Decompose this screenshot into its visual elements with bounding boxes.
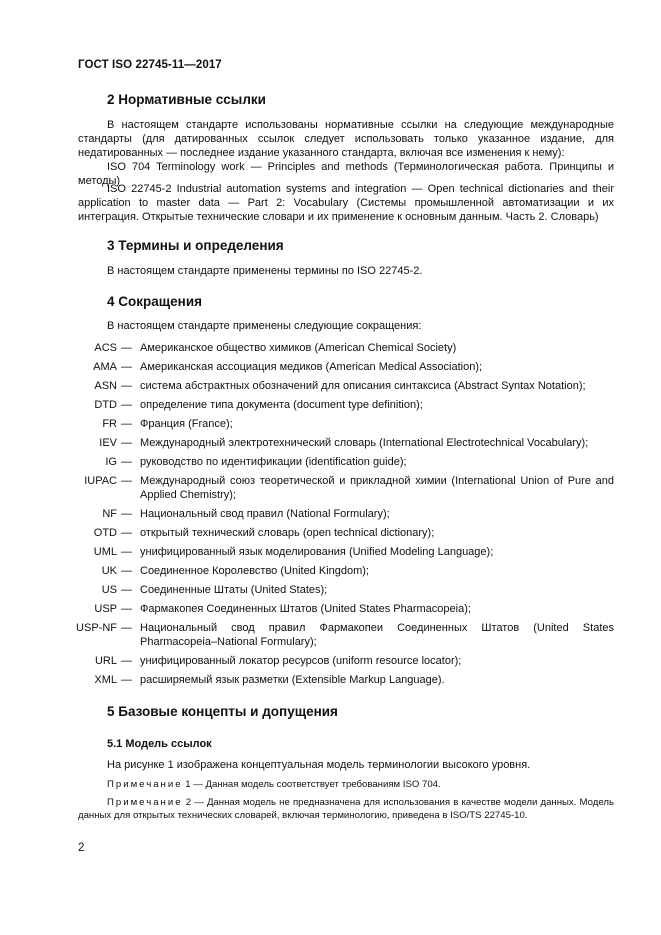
section-4-text: [78, 319, 614, 333]
abbreviation-definition: Международный электротехнический словарь (International Electrotechnical Vocabulary);: [140, 437, 589, 449]
subsection-5-1-title: 5.1 Модель ссылок: [107, 738, 212, 750]
note-2-text: 2 — Данная модель не предназначена для использования в качестве модели данных. Модель данных для открытых технических словарей, включая терминологию, приведена в ISO/TS 22745-10.: [78, 797, 614, 821]
abbreviation-definition: унифицированный локатор ресурсов (uniform resource locator);: [140, 655, 462, 667]
section-3-title: 3 Термины и определения: [107, 238, 284, 253]
note-1-text: 1 — Данная модель соответствует требованиям ISO 704.: [182, 779, 441, 790]
section-5-title: 5 Базовые концепты и допущения: [107, 704, 338, 719]
section-3-text-body: В настоящем стандарте применены термины по ISO 22745-2.: [107, 265, 423, 277]
abbreviation-definition: Франция (France);: [140, 418, 233, 430]
abbreviation-term: UML: [93, 546, 117, 558]
abbreviation-dash: —: [121, 361, 132, 373]
abbreviation-dash: —: [121, 437, 132, 449]
abbreviation-definition: расширяемый язык разметки (Extensible Markup Language).: [140, 674, 445, 686]
abbreviation-definition: унифицированный язык моделирования (Unified Modeling Language);: [140, 546, 494, 558]
abbreviation-term: UK: [101, 565, 117, 577]
abbreviation-definition: открытый технический словарь (open technical dictionary);: [140, 527, 435, 539]
abbreviation-dash: —: [121, 527, 132, 539]
abbreviation-dash: —: [121, 418, 132, 430]
abbreviation-dash: —: [121, 584, 132, 596]
section-2-intro: [78, 118, 614, 160]
document-header: ГОСТ ISO 22745-11—2017: [78, 59, 222, 71]
abbreviation-definition: Соединенные Штаты (United States);: [140, 584, 328, 596]
abbreviation-definition: Международный союз теоретической и прикладной химии (International Union of Pure and Applied Chemistry);: [140, 475, 614, 501]
abbreviation-dash: —: [121, 475, 132, 487]
abbreviation-dash: —: [121, 565, 132, 577]
abbreviation-term: URL: [94, 655, 117, 667]
subsection-5-1-text-body: На рисунке 1 изображена концептуальная модель терминологии высокого уровня.: [107, 759, 531, 771]
abbreviation-dash: —: [121, 546, 132, 558]
abbreviation-definition: Американская ассоциация медиков (American Medical Association);: [140, 361, 483, 373]
abbreviation-term: NF: [102, 508, 117, 520]
abbreviation-definition: определение типа документа (document type definition);: [140, 399, 423, 411]
abbreviation-dash: —: [121, 342, 132, 354]
abbreviation-term: IG: [105, 456, 117, 468]
abbreviation-term: IUPAC: [84, 475, 117, 487]
abbreviation-dash: —: [121, 622, 132, 634]
abbreviation-term: USP-NF: [76, 622, 117, 634]
section-2-intro-text: В настоящем стандарте использованы нормативные ссылки на следующие международные стандарты (для датированных ссылок следует использовать только указанное издание, для недатированных — последнее издание указанного стандарта, включая все изменения к нему):: [78, 119, 614, 159]
section-4-title: 4 Сокращения: [107, 294, 202, 309]
abbreviation-term: AMA: [93, 361, 117, 373]
abbreviation-dash: —: [121, 655, 132, 667]
note-2: [78, 796, 614, 822]
page-number: 2: [78, 842, 85, 854]
normative-ref-iso-22745-2-text: ISO 22745-2 Industrial automation systems and integration — Open technical dictionaries and their application to master data — Part 2: Vocabulary (Системы промышленной автоматизации и их интеграция. Открытые технические словари и их применение к основным данным. Часть 2. Словарь): [78, 183, 614, 223]
abbreviation-term: DTD: [94, 399, 117, 411]
abbreviation-definition: система абстрактных обозначений для описания синтаксиса (Abstract Syntax Notation);: [140, 380, 586, 392]
section-2-title: 2 Нормативные ссылки: [107, 92, 266, 107]
abbreviation-term: ASN: [94, 380, 117, 392]
abbreviation-definition: Фармакопея Соединенных Штатов (United States Pharmacopeia);: [140, 603, 471, 615]
abbreviation-definition: Американское общество химиков (American Chemical Society): [140, 342, 457, 354]
abbreviation-term: XML: [94, 674, 117, 686]
abbreviation-term: USP: [94, 603, 117, 615]
note-2-label: Примечание: [107, 797, 183, 808]
abbreviation-dash: —: [121, 456, 132, 468]
abbreviation-term: US: [101, 584, 117, 596]
abbreviation-definition: Национальный свод правил Фармакопеи Соединенных Штатов (United States Pharmacopeia–National Formulary);: [140, 622, 614, 648]
section-4-text-body: В настоящем стандарте применены следующие сокращения:: [107, 320, 422, 332]
abbreviation-term: ACS: [94, 342, 117, 354]
abbreviation-term: FR: [102, 418, 117, 430]
normative-ref-iso-22745-2: [78, 182, 614, 224]
abbreviation-term: OTD: [93, 527, 117, 539]
abbreviation-dash: —: [121, 380, 132, 392]
subsection-5-1-text: [78, 758, 614, 772]
abbreviation-dash: —: [121, 603, 132, 615]
normative-ref-iso-704-text: ISO 704 Terminology work — Principles and methods (Терминологическая работа. Принципы и методы): [78, 161, 614, 187]
abbreviation-dash: —: [121, 508, 132, 520]
abbreviation-term: IEV: [99, 437, 117, 449]
abbreviation-dash: —: [121, 674, 132, 686]
abbreviation-definition: Соединенное Королевство (United Kingdom);: [140, 565, 369, 577]
note-1: [78, 778, 614, 791]
section-3-text: [78, 264, 614, 278]
abbreviation-definition: Национальный свод правил (National Formulary);: [140, 508, 390, 520]
abbreviation-dash: —: [121, 399, 132, 411]
abbreviation-definition: руководство по идентификации (identification guide);: [140, 456, 407, 468]
note-1-label: Примечание: [107, 779, 183, 790]
